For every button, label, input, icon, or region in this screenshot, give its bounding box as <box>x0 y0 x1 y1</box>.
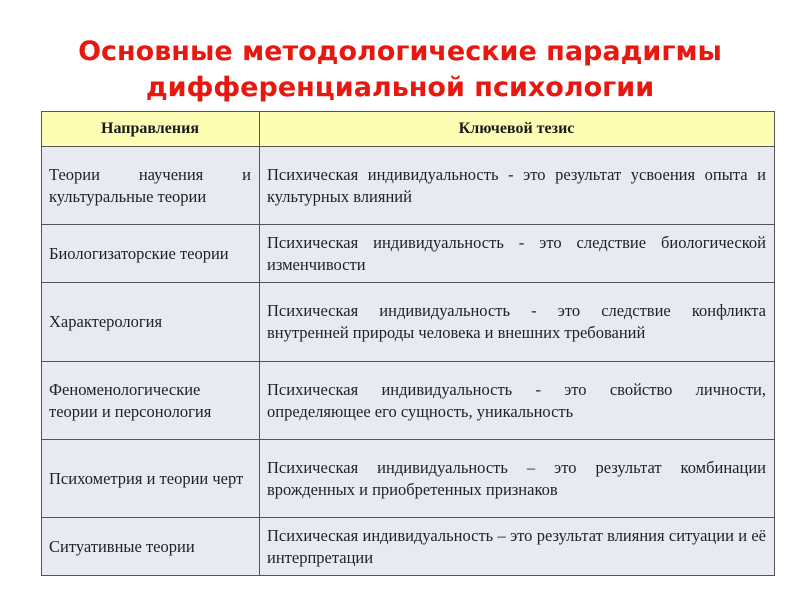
header-directions: Направления <box>42 112 260 147</box>
table-row <box>42 440 775 518</box>
direction-cell: Феноменологические теории и персонология <box>42 362 260 440</box>
direction-cell: Ситуативные теории <box>42 518 260 576</box>
table-row <box>42 283 775 362</box>
table-row <box>42 518 775 576</box>
thesis-cell: Психическая индивидуальность - это следствие конфликта внутренней природы человека и внешних требований <box>260 283 775 362</box>
thesis-cell: Психическая индивидуальность – это результат комбинации врожденных и приобретенных признаков <box>260 440 775 518</box>
direction-cell: Теории научения и культуральные теории <box>42 147 260 225</box>
slide-title-line-1: Основные методологические парадигмы <box>78 36 722 67</box>
slide-title-line-2: дифференциальной психологии <box>145 72 655 103</box>
table-row <box>42 362 775 440</box>
thesis-cell: Психическая индивидуальность - это свойство личности, определяющее его сущность, уникальность <box>260 362 775 440</box>
thesis-cell: Психическая индивидуальность – это результат влияния ситуации и её интерпретации <box>260 518 775 576</box>
direction-cell: Характерология <box>42 283 260 362</box>
table-row <box>42 147 775 225</box>
table-row <box>42 225 775 283</box>
thesis-cell: Психическая индивидуальность - это следствие биологической изменчивости <box>260 225 775 283</box>
direction-cell: Психометрия и теории черт <box>42 440 260 518</box>
header-key-thesis: Ключевой тезис <box>260 112 775 147</box>
slide-title <box>0 34 800 106</box>
direction-cell: Биологизаторские теории <box>42 225 260 283</box>
table-header-row <box>42 112 775 147</box>
paradigms-table <box>41 111 775 576</box>
thesis-cell: Психическая индивидуальность - это результат усвоения опыта и культурных влияний <box>260 147 775 225</box>
